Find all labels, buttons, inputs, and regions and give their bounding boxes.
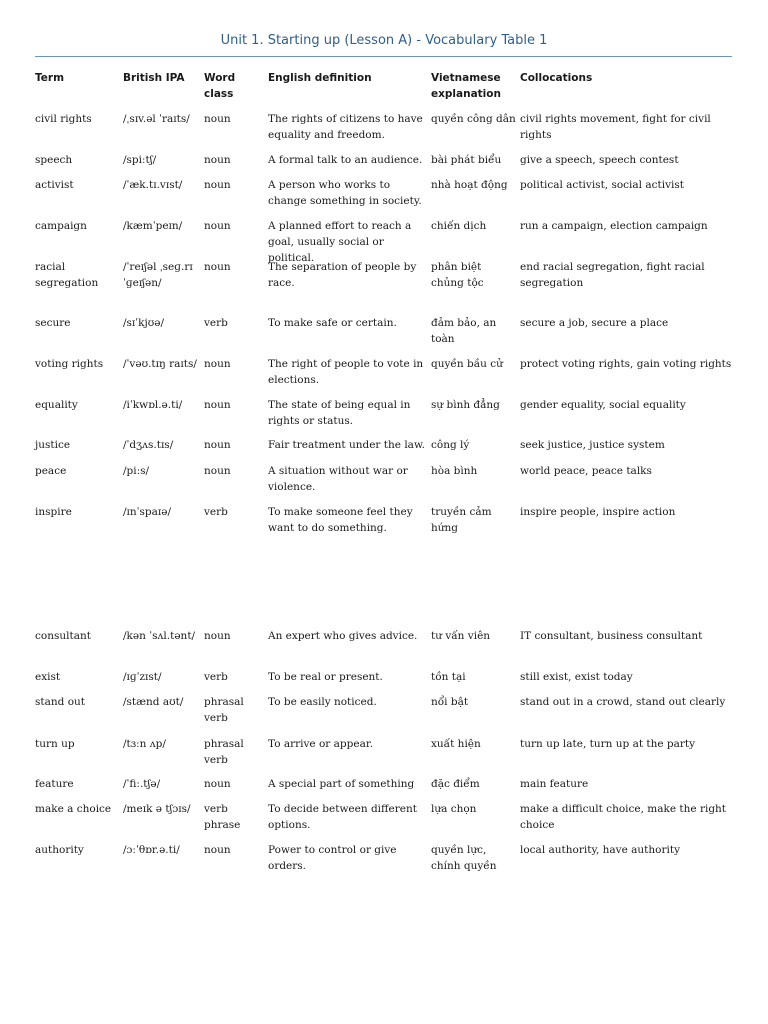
cell-ipa: /ˈæk.tɪ.vɪst/	[123, 179, 183, 191]
cell-ipa: /ɔːˈθɒr.ə.ti/	[123, 844, 180, 856]
cell-word-class: noun	[204, 439, 231, 451]
cell-ipa: /stænd aʊt/	[123, 696, 184, 708]
cell-definition: A situation without war or violence.	[268, 465, 408, 493]
cell-definition: The right of people to vote in elections.	[268, 358, 424, 386]
cell-word-class: verb phrase	[204, 803, 241, 831]
cell-vietnamese: nổi bật	[431, 696, 469, 708]
cell-ipa: /ɪɡˈzɪst/	[123, 671, 162, 683]
cell-word-class: verb	[204, 671, 228, 683]
cell-word-class: noun	[204, 113, 231, 125]
cell-ipa: /tɜːn ʌp/	[123, 738, 166, 750]
header-vietnamese: Vietnamese explanation	[431, 72, 501, 100]
cell-collocations: protect voting rights, gain voting rights	[520, 358, 732, 370]
cell-vietnamese: hòa bình	[431, 465, 478, 477]
cell-ipa: /ˈvəʊ.tɪŋ raɪts/	[123, 358, 197, 370]
header-definition: English definition	[268, 72, 372, 84]
cell-collocations: inspire people, inspire action	[520, 506, 676, 518]
cell-word-class: phrasal verb	[204, 696, 244, 724]
cell-vietnamese: lựa chọn	[431, 803, 477, 815]
title-rule	[35, 56, 732, 57]
header-word-class: Word class	[204, 72, 236, 100]
cell-collocations: end racial segregation, fight racial segregation	[520, 261, 705, 289]
cell-vietnamese: tư vấn viên	[431, 630, 491, 642]
cell-definition: The separation of people by race.	[268, 261, 417, 289]
cell-vietnamese: công lý	[431, 439, 470, 451]
cell-ipa: /ˈreɪʃəl ˌseɡ.rɪˈɡeɪʃən/	[123, 261, 193, 289]
cell-word-class: noun	[204, 465, 231, 477]
cell-definition: A planned effort to reach a goal, usually social or political.	[268, 220, 412, 264]
cell-term: speech	[35, 154, 73, 166]
cell-definition: To be easily noticed.	[268, 696, 377, 708]
cell-ipa: /kæmˈpeɪn/	[123, 220, 183, 232]
cell-vietnamese: nhà hoạt động	[431, 179, 508, 191]
cell-definition: To arrive or appear.	[268, 738, 374, 750]
cell-word-class: noun	[204, 358, 231, 370]
cell-term: justice	[35, 439, 71, 451]
cell-vietnamese: truyền cảm hứng	[431, 506, 492, 534]
cell-definition: To make safe or certain.	[268, 317, 397, 329]
cell-word-class: noun	[204, 261, 231, 273]
cell-term: feature	[35, 778, 74, 790]
cell-term: authority	[35, 844, 84, 856]
cell-collocations: stand out in a crowd, stand out clearly	[520, 696, 726, 708]
cell-collocations: give a speech, speech contest	[520, 154, 679, 166]
cell-term: consultant	[35, 630, 91, 642]
cell-vietnamese: quyền bầu cử	[431, 358, 503, 370]
cell-term: inspire	[35, 506, 72, 518]
cell-collocations: civil rights movement, fight for civil rights	[520, 113, 711, 141]
cell-term: stand out	[35, 696, 85, 708]
cell-word-class: noun	[204, 630, 231, 642]
cell-definition: To be real or present.	[268, 671, 383, 683]
header-term: Term	[35, 72, 65, 84]
cell-definition: An expert who gives advice.	[268, 630, 418, 642]
cell-ipa: /ˌsɪv.əl ˈraɪts/	[123, 113, 190, 125]
cell-word-class: noun	[204, 179, 231, 191]
cell-term: civil rights	[35, 113, 92, 125]
cell-vietnamese: đặc điểm	[431, 778, 480, 790]
cell-collocations: secure a job, secure a place	[520, 317, 669, 329]
cell-word-class: verb	[204, 317, 228, 329]
cell-ipa: /iˈkwɒl.ə.ti/	[123, 399, 183, 411]
cell-collocations: main feature	[520, 778, 589, 790]
cell-collocations: gender equality, social equality	[520, 399, 686, 411]
cell-collocations: still exist, exist today	[520, 671, 633, 683]
cell-vietnamese: chiến dịch	[431, 220, 487, 232]
cell-collocations: turn up late, turn up at the party	[520, 738, 696, 750]
cell-vietnamese: sự bình đẳng	[431, 399, 500, 411]
cell-collocations: seek justice, justice system	[520, 439, 665, 451]
cell-word-class: noun	[204, 154, 231, 166]
cell-term: turn up	[35, 738, 75, 750]
cell-collocations: IT consultant, business consultant	[520, 630, 703, 642]
cell-vietnamese: tồn tại	[431, 671, 466, 683]
cell-collocations: local authority, have authority	[520, 844, 681, 856]
cell-word-class: noun	[204, 399, 231, 411]
cell-definition: A formal talk to an audience.	[268, 154, 423, 166]
cell-ipa: /ˈfiː.tʃə/	[123, 778, 161, 790]
cell-word-class: noun	[204, 220, 231, 232]
cell-collocations: political activist, social activist	[520, 179, 684, 191]
cell-ipa: /sɪˈkjʊə/	[123, 317, 165, 329]
header-ipa: British IPA	[123, 72, 185, 84]
header-collocations: Collocations	[520, 72, 593, 84]
cell-definition: A special part of something	[268, 778, 415, 790]
cell-vietnamese: bài phát biểu	[431, 154, 502, 166]
cell-ipa: /piːs/	[123, 465, 150, 477]
cell-term: racial segregation	[35, 261, 99, 289]
cell-definition: To decide between different options.	[268, 803, 417, 831]
cell-term: secure	[35, 317, 71, 329]
cell-definition: The rights of citizens to have equality and freedom.	[268, 113, 423, 141]
cell-collocations: run a campaign, election campaign	[520, 220, 708, 232]
cell-vietnamese: phân biệt chủng tộc	[431, 261, 484, 289]
cell-word-class: phrasal verb	[204, 738, 244, 766]
cell-word-class: verb	[204, 506, 228, 518]
cell-term: exist	[35, 671, 61, 683]
cell-ipa: /kən ˈsʌl.tənt/	[123, 630, 196, 642]
cell-ipa: /meɪk ə tʃɔɪs/	[123, 803, 191, 815]
cell-ipa: /ˈdʒʌs.tɪs/	[123, 439, 174, 451]
cell-definition: A person who works to change something in society.	[268, 179, 422, 207]
cell-definition: To make someone feel they want to do something.	[268, 506, 413, 534]
cell-term: activist	[35, 179, 74, 191]
cell-collocations: make a difficult choice, make the right choice	[520, 803, 727, 831]
cell-ipa: /spiːtʃ/	[123, 154, 157, 166]
cell-vietnamese: đảm bảo, an toàn	[431, 317, 497, 345]
cell-definition: The state of being equal in rights or status.	[268, 399, 411, 427]
cell-term: campaign	[35, 220, 87, 232]
cell-definition: Power to control or give orders.	[268, 844, 397, 872]
cell-vietnamese: quyền lực, chính quyền	[431, 844, 497, 872]
cell-word-class: noun	[204, 778, 231, 790]
cell-term: voting rights	[35, 358, 104, 370]
page-title: Unit 1. Starting up (Lesson A) - Vocabulary Table 1	[220, 33, 548, 48]
cell-ipa: /ɪnˈspaɪə/	[123, 506, 172, 518]
cell-definition: Fair treatment under the law.	[268, 439, 426, 451]
cell-term: make a choice	[35, 803, 112, 815]
cell-vietnamese: quyền công dân	[431, 113, 516, 125]
cell-collocations: world peace, peace talks	[520, 465, 652, 477]
cell-term: peace	[35, 465, 67, 477]
cell-vietnamese: xuất hiện	[431, 738, 481, 750]
cell-term: equality	[35, 399, 78, 411]
cell-word-class: noun	[204, 844, 231, 856]
